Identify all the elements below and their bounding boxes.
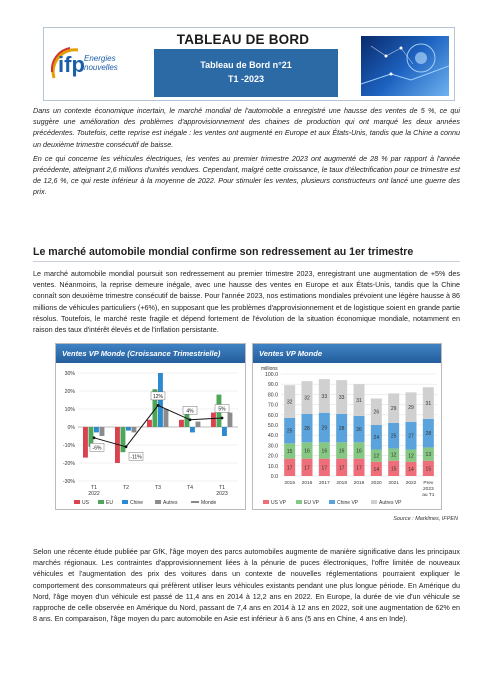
x-tick-label-year: 2022 bbox=[88, 491, 100, 497]
y-tick-label: -30% bbox=[62, 479, 75, 485]
chart-source: Source : Marklines, IFPEN bbox=[393, 516, 458, 522]
bar-us bbox=[179, 420, 184, 427]
segment-value-label: 16 bbox=[356, 448, 362, 455]
segment-value-label: 17 bbox=[321, 465, 328, 472]
segment-value-label: 15 bbox=[425, 466, 432, 473]
y-tick-label: 0.0 bbox=[270, 474, 278, 480]
y-tick-label: 60.0 bbox=[267, 412, 278, 419]
segment-value-label: 12 bbox=[390, 452, 397, 459]
intro-paragraph-1: Dans un contexte économique incertain, le marché mondial de l'automobile a enregistré une hausse des ventes de 5 %, ce qui suggère une amélioration des problèmes d'approvisionnement des chaines de production qui ont marqué les deux années précédentes. Toutefois, cette reprise est inégale : les ventes ont augmenté en Europe et aux États-Unis, tandis que la Chine a connu un deuxième trimestre consécutif de baisse. bbox=[33, 106, 460, 149]
segment-value-label: 12 bbox=[373, 453, 380, 460]
x-tick-label: T4 bbox=[186, 485, 194, 491]
y-tick-label: 10% bbox=[64, 407, 75, 413]
legend-swatch-us bbox=[74, 500, 80, 504]
bar-chine bbox=[190, 427, 195, 432]
y-tick-label: 30% bbox=[64, 371, 75, 377]
legend-label: Autres VP bbox=[379, 500, 402, 506]
intro-summary bbox=[33, 105, 460, 201]
bar-eu bbox=[121, 427, 126, 452]
legend-label: EU VP bbox=[304, 500, 320, 506]
x-tick-label: 2020 bbox=[370, 481, 382, 486]
monde-point bbox=[189, 418, 192, 421]
segment-value-label: 25 bbox=[286, 428, 293, 435]
y-tick-label: 20.0 bbox=[267, 453, 278, 460]
bar-chine bbox=[94, 427, 99, 432]
data-label: -11% bbox=[130, 454, 142, 461]
bar-us bbox=[211, 413, 216, 427]
legend-swatch-eu bbox=[98, 500, 104, 504]
issue-number: Tableau de Bord n°21 bbox=[200, 60, 292, 70]
legend-label: US VP bbox=[271, 500, 287, 506]
segment-value-label: 17 bbox=[286, 465, 293, 472]
segment-value-label: 17 bbox=[356, 465, 362, 472]
segment-value-label: 31 bbox=[356, 398, 362, 405]
bar-us bbox=[147, 420, 152, 427]
ifp-logo bbox=[48, 42, 118, 87]
legend-swatch-us-vp bbox=[263, 500, 269, 504]
page-title: TABLEAU DE BORD bbox=[176, 32, 310, 47]
y-tick-label: 80.0 bbox=[267, 392, 278, 399]
x-tick-label: 2018 bbox=[336, 481, 348, 486]
segment-value-label: 16 bbox=[304, 448, 310, 455]
segment-value-label: 12 bbox=[408, 453, 414, 460]
bar-autres bbox=[100, 427, 105, 436]
bar-autres bbox=[228, 413, 233, 427]
logo-sub1: Energies bbox=[84, 54, 116, 63]
x-tick-label: Prev bbox=[423, 481, 434, 486]
segment-value-label: 29 bbox=[321, 425, 328, 432]
legend-label: Autres bbox=[163, 500, 178, 506]
subtitle-band bbox=[154, 49, 338, 97]
segment-value-label: 24 bbox=[373, 435, 380, 442]
section-heading: Le marché automobile mondial confirme son redressement au 1er trimestre bbox=[33, 246, 460, 262]
y-tick-label: 40.0 bbox=[267, 433, 278, 440]
y-tick-label: -20% bbox=[62, 461, 75, 467]
segment-value-label: 33 bbox=[321, 393, 328, 400]
data-label: 5% bbox=[218, 406, 226, 413]
segment-value-label: 16 bbox=[321, 448, 328, 455]
x-tick-label: 2019 bbox=[353, 481, 365, 486]
segment-value-label: 28 bbox=[304, 426, 310, 433]
legend-label: Chine bbox=[130, 500, 144, 506]
legend-swatch-chine-vp bbox=[329, 500, 335, 504]
x-tick-label: 2022 bbox=[405, 481, 417, 486]
monde-point bbox=[221, 417, 224, 420]
chart-quarterly-growth bbox=[55, 343, 246, 510]
y-tick-label: 10.0 bbox=[267, 463, 278, 470]
x-tick-label: T1 bbox=[90, 485, 98, 491]
segment-value-label: 14 bbox=[373, 466, 380, 473]
bar-autres bbox=[132, 427, 137, 432]
legend-swatch-chine bbox=[122, 500, 128, 504]
monde-point bbox=[125, 445, 128, 448]
segment-value-label: 33 bbox=[338, 394, 345, 401]
x-tick-label: T2 bbox=[122, 485, 130, 491]
y-tick-label: 70.0 bbox=[267, 402, 278, 409]
legend-label: Monde bbox=[201, 500, 217, 506]
legend-swatch-autres bbox=[155, 500, 161, 504]
y-tick-label: 0% bbox=[67, 425, 75, 431]
logo-sub2: nouvelles bbox=[84, 63, 118, 72]
segment-value-label: 32 bbox=[286, 399, 293, 406]
technology-banner-image bbox=[361, 36, 449, 96]
section-body-paragraph-2: Selon une récente étude publiée par GfK, l'âge moyen des parcs automobiles augmente de manière significative dans les principaux marchés régionaux. Les contraintes d'approvisionnement liées à la pénurie de puces électroniques, l'offre limitée de nouveaux véhicules et l'augmentation des prix des voitures dans un contexte de nouvelles réglementations pourraient expliquer le comportement des consommateurs qui préfèrent utiliser leurs véhicules existants pendant une plus longue période. En Amérique du Nord, l'âge moyen d'un véhicule est passé de 11,4 ans en 2014 à 12,2 ans en 2022. En Europe, la durée de vie d'un véhicule se rapproche de celle observée en Amérique du Nord, passant de 7,4 ans en 2014 à 12 ans en 2022, soit une augmentation de 62% en 8 ans. En comparaison, l'âge moyen du parc automobile en Asie est inférieur à 6 ans (5 ans en Chine, 4 ans en Inde). bbox=[33, 547, 460, 624]
segment-value-label: 29 bbox=[390, 406, 397, 413]
segment-value-label: 17 bbox=[338, 465, 345, 472]
data-label: 4% bbox=[186, 408, 194, 415]
bar-chine bbox=[126, 427, 131, 431]
segment-value-label: 27 bbox=[408, 433, 414, 440]
legend-swatch-eu-vp bbox=[296, 500, 302, 504]
legend-label: US bbox=[82, 500, 89, 506]
data-label: -6% bbox=[92, 445, 102, 452]
segment-value-label: 17 bbox=[304, 465, 310, 472]
segment-value-label: 28 bbox=[338, 426, 345, 433]
chart-2-title: Ventes VP Monde bbox=[253, 344, 441, 363]
segment-value-label: 15 bbox=[286, 449, 293, 456]
chart-1-plot bbox=[56, 363, 245, 509]
data-label: 12% bbox=[152, 393, 164, 400]
segment-value-label: 15 bbox=[390, 466, 397, 473]
x-tick-label-3: au T1 bbox=[422, 493, 435, 498]
bar-autres bbox=[196, 422, 201, 427]
legend-label: EU bbox=[106, 500, 113, 506]
legend-swatch-autres-vp bbox=[371, 500, 377, 504]
y-tick-label: 20% bbox=[64, 389, 75, 395]
y-tick-label: 50.0 bbox=[267, 423, 278, 429]
y-tick-label: 100.0 bbox=[265, 372, 278, 378]
x-tick-label: T3 bbox=[154, 485, 162, 491]
y-axis-unit: millions bbox=[261, 366, 278, 372]
segment-value-label: 26 bbox=[373, 409, 380, 416]
segment-value-label: 14 bbox=[408, 466, 414, 473]
segment-value-label: 29 bbox=[408, 405, 414, 412]
monde-point bbox=[157, 404, 160, 407]
segment-value-label: 26 bbox=[356, 427, 362, 434]
segment-value-label: 16 bbox=[338, 448, 345, 455]
x-tick-label: 2016 bbox=[301, 481, 313, 486]
segment-value-label: 28 bbox=[425, 431, 432, 438]
bar-autres bbox=[164, 409, 169, 427]
x-tick-label: T1 bbox=[218, 485, 226, 491]
intro-paragraph-2: En ce qui concerne les véhicules électriques, les ventes au premier trimestre 2023 ont augmenté de 28 % par rapport à l'année précédente, atteignant 2,6 millions d'unités vendues. Cependant, malgré cette croissance, le taux d'électrification pour ce trimestre est de 12,6 %, ce qui reste inférieur à la moyenne de 2022. Pour stimuler les ventes, plusieurs constructeurs ont lancé une guerre des prix. bbox=[33, 153, 460, 197]
logo-text: ifp bbox=[58, 52, 85, 77]
segment-value-label: 25 bbox=[390, 433, 397, 440]
x-tick-label-year: 2023 bbox=[216, 491, 228, 497]
x-tick-label: 2021 bbox=[388, 481, 400, 486]
section-body-paragraph-1: Le marché automobile mondial poursuit son redressement au premier trimestre 2023, enregistrant une augmentation de +5% des ventes. Néanmoins, la reprise demeure inégale, avec une hausse des ventes en Europe et aux États-Unis, tandis que la Chine connaît son deuxième trimestre consécutif de baisse. Pour l'année 2023, nos estimations mondiales prévoient une légère hausse à 86 millions de véhicules particuliers (+6%), en supposant que les problèmes d'approvisionnement et de logistique soient en grande partie résolus. Toutefois, le marché reste fragile et dépend fortement de l'évolution de la situation économique mondiale, notamment en raison des taux d'intérêt élevés et de l'inflation persistante. bbox=[33, 269, 460, 335]
chart-1-title: Ventes VP Monde (Croissance Trimestrielle) bbox=[56, 344, 245, 363]
x-tick-label: 2015 bbox=[284, 481, 296, 486]
issue-period: T1 -2023 bbox=[227, 74, 265, 84]
segment-value-label: 13 bbox=[425, 452, 432, 459]
y-tick-label: 90.0 bbox=[267, 382, 278, 389]
legend-label: Chine VP bbox=[337, 500, 359, 506]
chart-annual-sales bbox=[252, 343, 442, 510]
x-tick-label: 2017 bbox=[318, 481, 330, 486]
chart-2-plot bbox=[253, 363, 441, 509]
x-tick-label-2: 2023 bbox=[422, 487, 434, 492]
segment-value-label: 32 bbox=[304, 395, 310, 402]
bar-chine bbox=[222, 427, 227, 436]
monde-point bbox=[93, 436, 96, 439]
bar-us bbox=[83, 427, 88, 458]
segment-value-label: 31 bbox=[425, 401, 432, 408]
y-tick-label: -10% bbox=[62, 443, 75, 449]
y-tick-label: 30.0 bbox=[267, 443, 278, 450]
